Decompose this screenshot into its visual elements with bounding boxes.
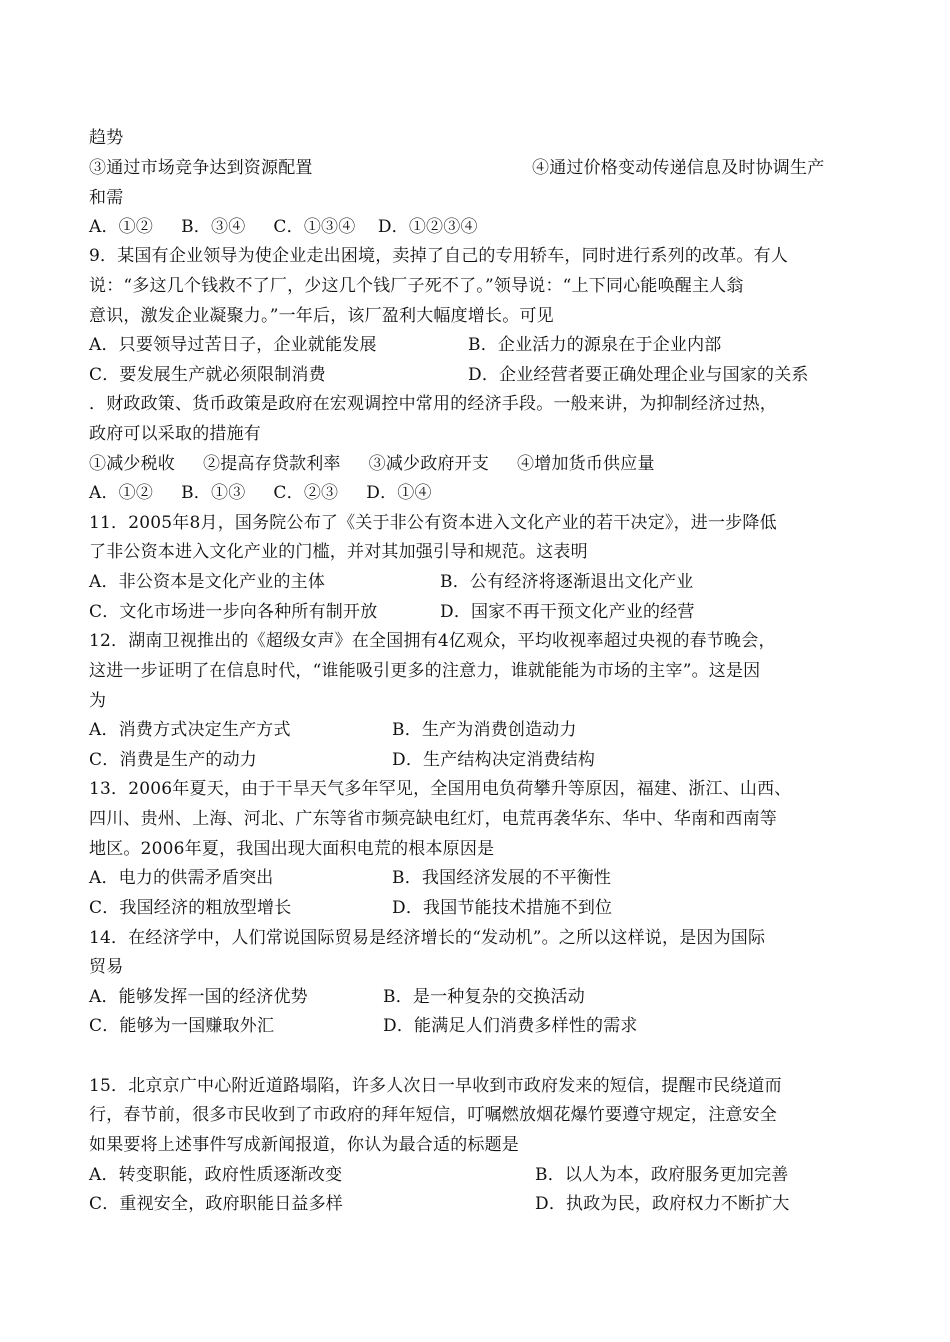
option-d: D．能满足人们消费多样性的需求 (383, 1016, 638, 1036)
text-line: 贸易 (89, 957, 124, 977)
option-c: C．重视安全，政府职能日益多样 (89, 1194, 344, 1214)
text-line: 这进一步证明了在信息时代，“谁能吸引更多的注意力，谁就能能为市场的主宰”。这是因 (89, 661, 761, 681)
question-14: 14．在经济学中，人们常说国际贸易是经济增长的“发动机”。之所以这样说，是因为国际 (89, 928, 766, 948)
question-15: 15．北京京广中心附近道路塌陷，许多人次日一早收到市政府发来的短信，提醒市民绕道而 (89, 1076, 782, 1096)
text-line: 意识，激发企业凝聚力。”一年后，该厂盈利大幅度增长。可见 (89, 306, 554, 326)
text-line: 和需 (89, 188, 124, 208)
option-d: D．生产结构决定消费结构 (392, 750, 596, 770)
text-line: 了非公资本进入文化产业的门槛，并对其加强引导和规范。这表明 (89, 542, 588, 562)
option-d: D．企业经营者要正确处理企业与国家的关系 (468, 365, 809, 385)
option-d: D．执政为民，政府权力不断扩大 (535, 1194, 790, 1214)
option-c: C．要发展生产就必须限制消费 (89, 365, 326, 385)
option-a: A．非公资本是文化产业的主体 (89, 572, 326, 592)
option-b: B．是一种复杂的交换活动 (383, 987, 585, 1007)
option-a: A．只要领导过苦日子，企业就能发展 (89, 335, 377, 355)
text-line: 行，春节前，很多市民收到了市政府的拜年短信，叮嘱燃放烟花爆竹要遵守规定，注意安全 (89, 1105, 777, 1125)
option-a: A．电力的供需矛盾突出 (89, 868, 274, 888)
option-c: C．我国经济的粗放型增长 (89, 898, 292, 918)
text-line: 政府可以采取的措施有 (89, 424, 261, 444)
question-9: 9．某国有企业领导为使企业走出困境，卖掉了自己的专用轿车，同时进行系列的改革。有人 (89, 246, 789, 266)
question-12: 12．湖南卫视推出的《超级女声》在全国拥有4亿观众，平均收视率超过央视的春节晚会， (89, 631, 776, 651)
option-c: C．能够为一国赚取外汇 (89, 1016, 275, 1036)
option-a: A．转变职能，政府性质逐渐改变 (89, 1165, 343, 1185)
option-b: B．生产为消费创造动力 (392, 720, 577, 740)
question-10: ．财政政策、货币政策是政府在宏观调控中常用的经济手段。一般来讲，为抑制经济过热， (89, 394, 777, 414)
option-b: B．企业活力的源泉在于企业内部 (468, 335, 722, 355)
question-11: 11．2005年8月，国务院公布了《关于非公有资本进入文化产业的若干决定》，进一步降低 (89, 513, 777, 533)
text-line: 说：“多这几个钱救不了厂，少这几个钱厂子死不了。”领导说：“上下同心能唤醒主人翁 (89, 276, 744, 296)
option-line: ③通过市场竞争达到资源配置 (89, 158, 313, 178)
option-b: B．公有经济将逐渐退出文化产业 (440, 572, 694, 592)
option-a: A．消费方式决定生产方式 (89, 720, 291, 740)
option-line: ①减少税收 ②提高存贷款利率 ③减少政府开支 ④增加货币供应量 (89, 454, 655, 474)
option-b: B．我国经济发展的不平衡性 (392, 868, 612, 888)
option-c: C．文化市场进一步向各种所有制开放 (89, 602, 378, 622)
option-a: A．能够发挥一国的经济优势 (89, 987, 308, 1007)
answer-options: A．①② B．③④ C．①③④ D．①②③④ (89, 217, 478, 237)
option-line: ④通过价格变动传递信息及时协调生产 (532, 158, 825, 178)
question-13: 13．2006年夏天，由于干旱天气多年罕见，全国用电负荷攀升等原因，福建、浙江、山西、 (89, 779, 792, 799)
text-line: 如果要将上述事件写成新闻报道，你认为最合适的标题是 (89, 1135, 519, 1155)
option-b: B．以人为本，政府服务更加完善 (535, 1165, 789, 1185)
text-line: 为 (89, 691, 107, 711)
option-d: D．国家不再干预文化产业的经营 (440, 602, 695, 622)
text-line: 地区。2006年夏，我国出现大面积电荒的根本原因是 (89, 839, 495, 859)
text-line: 趋势 (89, 128, 124, 148)
text-line: 四川、贵州、上海、河北、广东等省市频亮缺电红灯，电荒再袭华东、华中、华南和西南等 (89, 809, 777, 829)
option-d: D．我国节能技术措施不到位 (392, 898, 613, 918)
option-c: C．消费是生产的动力 (89, 750, 258, 770)
answer-options: A．①② B．①③ C．②③ D．①④ (89, 483, 432, 503)
